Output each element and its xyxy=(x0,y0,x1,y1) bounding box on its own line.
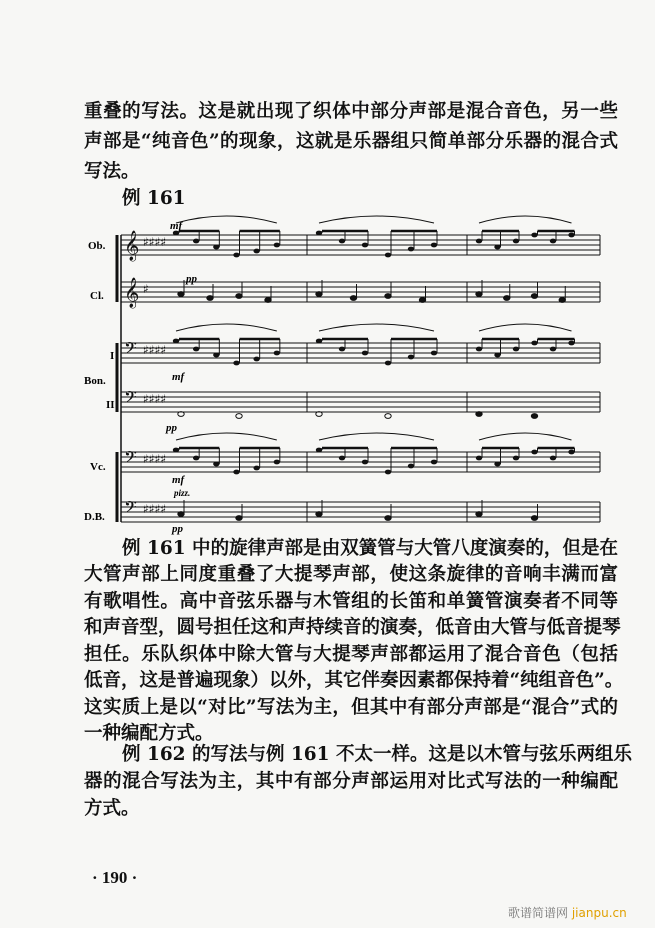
note-head xyxy=(385,361,391,366)
note-head xyxy=(362,351,368,356)
note-head xyxy=(253,249,259,254)
text-line: 大管声部上同度重叠了大提琴声部，使这条旋律的音响丰满而富 xyxy=(84,564,618,585)
note-head xyxy=(531,294,537,299)
note-head xyxy=(531,450,537,455)
dynamic-cello: mf xyxy=(172,474,185,486)
note-head xyxy=(531,233,537,238)
key-signature: ♯♯♯♯ xyxy=(143,502,167,516)
note-head xyxy=(476,292,482,297)
note-head xyxy=(476,512,482,517)
note-head xyxy=(236,294,242,299)
note-head xyxy=(213,353,219,358)
note-head xyxy=(476,412,482,417)
key-signature: ♯♯♯♯ xyxy=(143,235,167,249)
watermark-domain: jianpu.cn xyxy=(571,906,627,920)
note-head xyxy=(513,456,519,461)
notes xyxy=(173,216,575,520)
key-signature: ♯♯♯♯ xyxy=(143,392,167,406)
note-head xyxy=(550,456,556,461)
note-head xyxy=(173,448,179,453)
key-signature: ♯♯♯♯ xyxy=(143,452,167,466)
note-head xyxy=(178,292,184,297)
clef-icon: 𝄢 xyxy=(124,338,137,362)
note-head xyxy=(513,347,519,352)
dynamic-oboe: mf xyxy=(170,220,183,232)
note-head xyxy=(568,233,574,238)
note-head xyxy=(339,347,345,352)
note-head xyxy=(339,456,345,461)
note-head xyxy=(274,351,280,356)
slur xyxy=(176,324,277,331)
slur xyxy=(479,433,572,440)
note-head xyxy=(362,243,368,248)
text-line: 例 161 中的旋律声部是由双簧管与大管八度演奏的，但是在 xyxy=(122,538,618,559)
text-line: 重叠的写法。这是就出现了织体中部分声部是混合音色，另一些 xyxy=(84,101,618,122)
text-line: 和声音型，圆号担任这和声持续音的演奏，低音由大管与低音提琴 xyxy=(84,617,621,638)
slur xyxy=(176,433,277,440)
note-head xyxy=(408,355,414,360)
clef-icon: 𝄞 xyxy=(124,278,140,308)
note-head xyxy=(253,357,259,362)
note-head xyxy=(431,351,437,356)
note-head xyxy=(362,460,368,465)
slur xyxy=(319,433,434,440)
note-head xyxy=(173,339,179,344)
clef-icon: 𝄞 xyxy=(124,231,140,261)
slur xyxy=(176,216,277,223)
note-head xyxy=(236,516,242,521)
note-head xyxy=(316,512,322,517)
label-oboe: Ob. xyxy=(88,240,106,252)
note-head xyxy=(531,516,537,521)
label-bassoon-ii: II xyxy=(106,399,115,411)
note-head xyxy=(476,347,482,352)
note-head xyxy=(531,341,537,346)
text-line: 写法。 xyxy=(84,161,140,182)
note-head xyxy=(316,339,322,344)
text-line: 低音，这是普遍现象）以外，其它伴奏因素都保持着“纯组音色”。 xyxy=(84,670,624,691)
text-line: 这实质上是以“对比”写法为主，但其中有部分声部是“混合”式的 xyxy=(84,697,618,718)
note-head xyxy=(494,245,500,250)
dynamic-bassoon-ii: pp xyxy=(166,422,177,434)
dynamic-double-bass: pp xyxy=(172,523,183,535)
note-head xyxy=(494,353,500,358)
dynamic-clarinet: pp xyxy=(186,273,197,285)
note-head xyxy=(476,456,482,461)
note-head xyxy=(568,341,574,346)
text-line: 例 162 的写法与例 161 不太一样。这是以木管与弦乐两组乐 xyxy=(122,744,632,765)
text-line: 担任。乐队织体中除大管与大提琴声部都运用了混合音色（包括 xyxy=(84,644,618,665)
label-bassoon-i: I xyxy=(110,350,115,362)
note-head xyxy=(431,243,437,248)
clef-icon: 𝄢 xyxy=(124,497,137,521)
note-head xyxy=(531,414,537,419)
note-head xyxy=(233,253,239,258)
note-head xyxy=(476,239,482,244)
label-double-bass: D.B. xyxy=(84,511,105,523)
note-head xyxy=(265,298,271,303)
page-number: · 190 · xyxy=(92,868,138,887)
note-head xyxy=(316,292,322,297)
note-head xyxy=(513,239,519,244)
slur xyxy=(319,216,434,223)
note-head xyxy=(233,361,239,366)
note-head xyxy=(339,239,345,244)
text-line: 有歌唱性。高中音弦乐器与木管组的长笛和单簧管演奏者不同等 xyxy=(84,591,618,612)
note-head xyxy=(504,296,510,301)
note-head xyxy=(350,296,356,301)
key-signature: ♯ xyxy=(143,282,149,296)
clef-icon: 𝄢 xyxy=(124,447,137,471)
note-head xyxy=(207,296,213,301)
note-head xyxy=(385,294,391,299)
note-head xyxy=(193,347,199,352)
label-cello: Vc. xyxy=(90,461,106,473)
note-head xyxy=(385,414,391,419)
note-head xyxy=(193,456,199,461)
slur xyxy=(479,324,572,331)
note-head xyxy=(559,298,565,303)
watermark-name: 歌谱简谱网 xyxy=(508,906,569,920)
text-line: 一种编配方式。 xyxy=(84,723,214,744)
note-head xyxy=(233,470,239,475)
note-head xyxy=(213,245,219,250)
key-signature: ♯♯♯♯ xyxy=(143,343,167,357)
label-clarinet: Cl. xyxy=(90,290,104,302)
note-head xyxy=(550,239,556,244)
note-head xyxy=(568,450,574,455)
note-head xyxy=(385,253,391,258)
note-head xyxy=(193,239,199,244)
note-head xyxy=(385,516,391,521)
slur xyxy=(479,216,572,223)
note-head xyxy=(178,512,184,517)
note-head xyxy=(494,462,500,467)
note-head xyxy=(385,470,391,475)
slur xyxy=(319,324,434,331)
text-line: 声部是“纯音色”的现象，这就是乐器组只简单部分乐器的混合式 xyxy=(84,131,618,152)
note-head xyxy=(316,448,322,453)
music-score-example-161 xyxy=(0,210,655,540)
text-line: 方式。 xyxy=(84,798,140,819)
dynamic-bassoon-i: mf xyxy=(172,371,185,383)
note-head xyxy=(274,460,280,465)
text-line: 器的混合写法为主，其中有部分声部运用对比式写法的一种编配 xyxy=(84,771,618,792)
note-head xyxy=(274,243,280,248)
note-head xyxy=(431,460,437,465)
note-head xyxy=(408,247,414,252)
watermark xyxy=(508,904,627,921)
note-head xyxy=(419,298,425,303)
label-bassoon: Bon. xyxy=(84,375,106,387)
note-head xyxy=(316,231,322,236)
clef-icon: 𝄢 xyxy=(124,387,137,411)
note-head xyxy=(236,414,242,419)
note-head xyxy=(213,462,219,467)
example-label: 例 161 xyxy=(122,188,186,209)
pizz-marking: pizz. xyxy=(174,488,191,498)
note-head xyxy=(408,464,414,469)
note-head xyxy=(550,347,556,352)
note-head xyxy=(253,466,259,471)
